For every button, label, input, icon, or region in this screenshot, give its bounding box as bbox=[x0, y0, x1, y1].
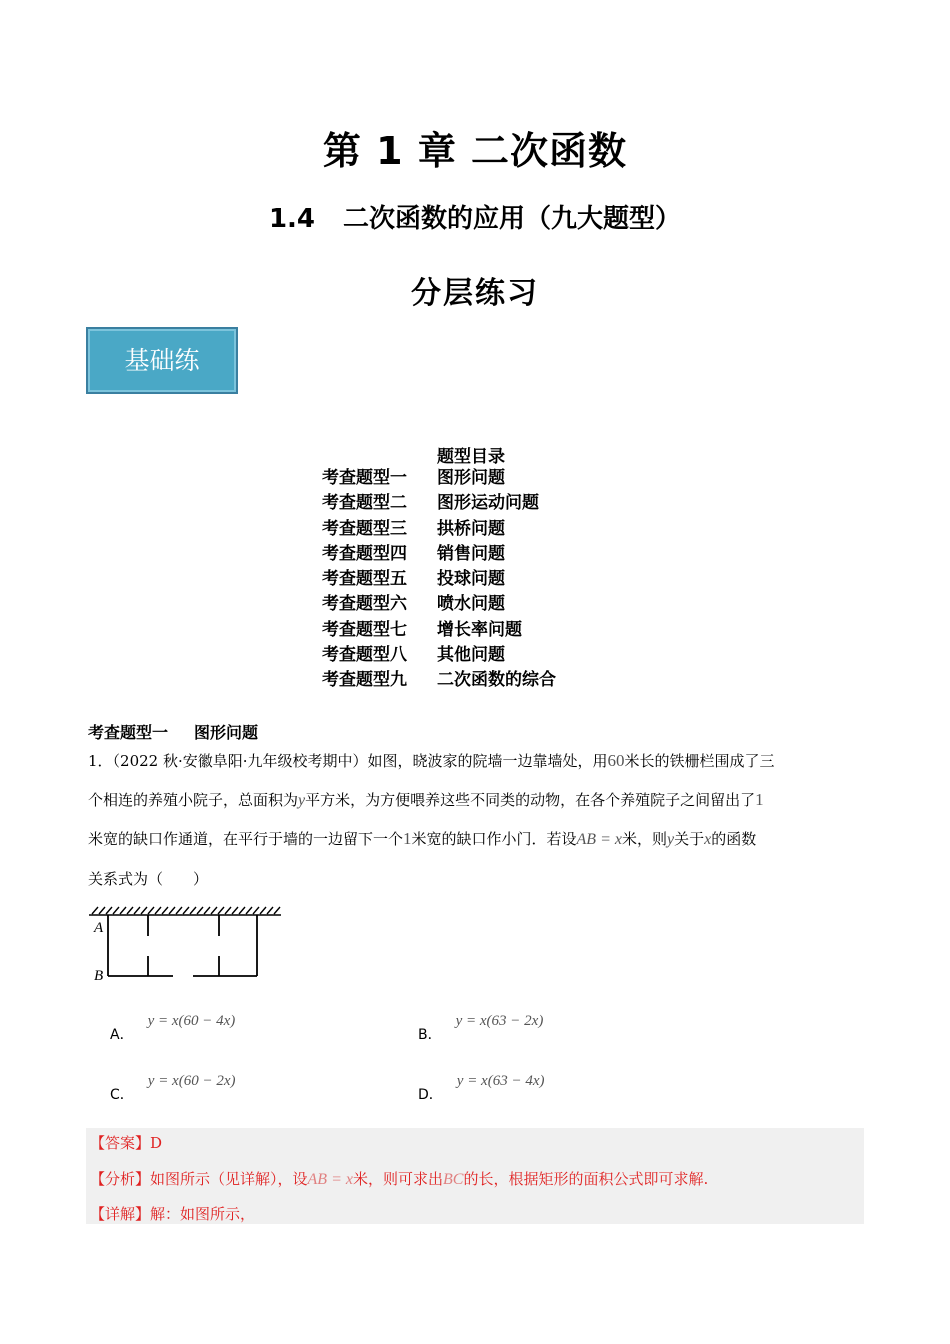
toc-item[interactable] bbox=[322, 491, 556, 516]
section-number: 1.4 bbox=[268, 204, 316, 234]
toc-item[interactable] bbox=[322, 618, 556, 643]
toc-item-label: 考查题型一 bbox=[322, 468, 407, 488]
practice-title: 分层练习 bbox=[411, 276, 539, 311]
level-badge: 基础练 bbox=[86, 327, 238, 394]
question-fragment: 米宽的缺口作小门．若设 bbox=[411, 830, 577, 848]
var-x: x bbox=[704, 831, 712, 848]
number-1: 1 bbox=[403, 829, 412, 848]
toc-item[interactable] bbox=[322, 567, 556, 592]
fence-diagram bbox=[86, 900, 286, 990]
option-letter: A． bbox=[110, 1027, 134, 1043]
section-title bbox=[0, 198, 950, 235]
option-formula: y = x(63 − 4x) bbox=[456, 1073, 545, 1089]
question-fragment: 关系式为（ ） bbox=[88, 869, 209, 888]
toc-item-label: 考查题型三 bbox=[322, 518, 407, 539]
answer-line bbox=[90, 1132, 162, 1153]
toc-list bbox=[322, 466, 556, 694]
toc-item-name: 投球问题 bbox=[437, 569, 505, 590]
bc-label: BC bbox=[443, 1171, 464, 1188]
question-fragment: 米长的铁栅栏围成了三 bbox=[624, 752, 775, 770]
toc-item-label: 考查题型七 bbox=[322, 619, 407, 640]
toc-item-label: 考查题型九 bbox=[322, 670, 407, 691]
detail-tag: 【详解】 bbox=[90, 1205, 151, 1223]
option-letter: D． bbox=[418, 1087, 443, 1103]
toc-item-name: 增长率问题 bbox=[437, 619, 522, 640]
question-section-label: 考查题型一 bbox=[88, 723, 169, 742]
wall-hatching bbox=[89, 907, 281, 915]
ab-equals-x: AB = x bbox=[576, 831, 622, 848]
toc-heading: 题型目录 bbox=[437, 447, 505, 467]
option-formula: y = x(60 − 4x) bbox=[147, 1013, 236, 1029]
question-text bbox=[88, 742, 858, 898]
toc-item[interactable] bbox=[322, 668, 556, 693]
section-name: 二次函数的应用（九大题型） bbox=[343, 204, 682, 234]
number-60: 60 bbox=[607, 751, 625, 770]
answer-box bbox=[86, 1128, 864, 1224]
detail-line bbox=[90, 1203, 255, 1224]
question-fragment: 平方米，为方便喂养这些不同类的动物，在各个养殖院子之间留出了 bbox=[305, 790, 756, 809]
question-fragment: 米宽的缺口作通道，在平行于墙的一边留下一个 bbox=[88, 830, 404, 848]
option-letter: C． bbox=[110, 1087, 134, 1103]
var-y: y bbox=[298, 791, 306, 809]
toc-item[interactable] bbox=[322, 643, 556, 668]
fence-lines bbox=[108, 915, 257, 976]
option-formula: y = x(63 − 2x) bbox=[455, 1013, 544, 1029]
toc-item[interactable] bbox=[322, 466, 556, 491]
question-fragment: 关于 bbox=[674, 830, 705, 848]
toc-item-name: 其他问题 bbox=[437, 645, 505, 666]
option-a[interactable] bbox=[110, 1013, 236, 1044]
toc-item-name: 喷水问题 bbox=[437, 594, 505, 615]
toc-item-name: 图形问题 bbox=[437, 468, 505, 488]
question-number: 1． bbox=[88, 752, 113, 770]
toc-item-name: 图形运动问题 bbox=[437, 493, 539, 514]
analysis-line bbox=[90, 1168, 708, 1189]
ab-equals-x: AB = x bbox=[307, 1171, 353, 1188]
analysis-tag: 【分析】 bbox=[90, 1170, 151, 1188]
question-fragment: 的函数 bbox=[711, 830, 757, 848]
point-b-label: B bbox=[94, 968, 104, 984]
point-a-label: A bbox=[94, 920, 104, 936]
chapter-title: 第 1 章 二次函数 bbox=[322, 129, 628, 173]
question-fragment: 如图，晓波家的院墙一边靠墙处，用 bbox=[367, 752, 608, 770]
toc-item[interactable] bbox=[322, 542, 556, 567]
toc-item[interactable] bbox=[322, 517, 556, 542]
toc-item-name: 拱桥问题 bbox=[437, 518, 505, 539]
toc-item-name: 销售问题 bbox=[437, 543, 505, 564]
toc-item-label: 考查题型八 bbox=[322, 645, 407, 666]
toc-item-label: 考查题型六 bbox=[322, 594, 407, 615]
question-section-name: 图形问题 bbox=[194, 723, 259, 742]
option-c[interactable] bbox=[110, 1073, 236, 1104]
question-fragment: 米，则 bbox=[621, 830, 667, 848]
toc-item-name: 二次函数的综合 bbox=[437, 670, 556, 691]
toc-item-label: 考查题型四 bbox=[322, 543, 407, 564]
toc-item-label: 考查题型二 bbox=[322, 493, 407, 514]
toc-item[interactable] bbox=[322, 592, 556, 617]
answer-value: D bbox=[150, 1134, 163, 1152]
analysis-fragment: 米，则可求出 bbox=[352, 1170, 443, 1188]
question-source: （2022 秋·安徽阜阳·九年级校考期中） bbox=[112, 752, 368, 770]
option-letter: B． bbox=[418, 1027, 442, 1043]
var-y: y bbox=[667, 831, 675, 848]
analysis-fragment: 的长，根据矩形的面积公式即可求解. bbox=[463, 1170, 709, 1188]
option-d[interactable] bbox=[418, 1073, 545, 1104]
question-section-heading bbox=[88, 720, 258, 743]
toc-item-label: 考查题型五 bbox=[322, 569, 407, 590]
answer-tag: 【答案】 bbox=[90, 1134, 151, 1152]
option-formula: y = x(60 − 2x) bbox=[147, 1073, 236, 1089]
option-b[interactable] bbox=[418, 1013, 544, 1044]
number-1: 1 bbox=[755, 789, 764, 809]
question-fragment: 个相连的养殖小院子，总面积为 bbox=[88, 790, 299, 809]
analysis-fragment: 如图所示（见详解），设 bbox=[150, 1170, 308, 1188]
detail-text: 解：如图所示， bbox=[150, 1205, 256, 1223]
